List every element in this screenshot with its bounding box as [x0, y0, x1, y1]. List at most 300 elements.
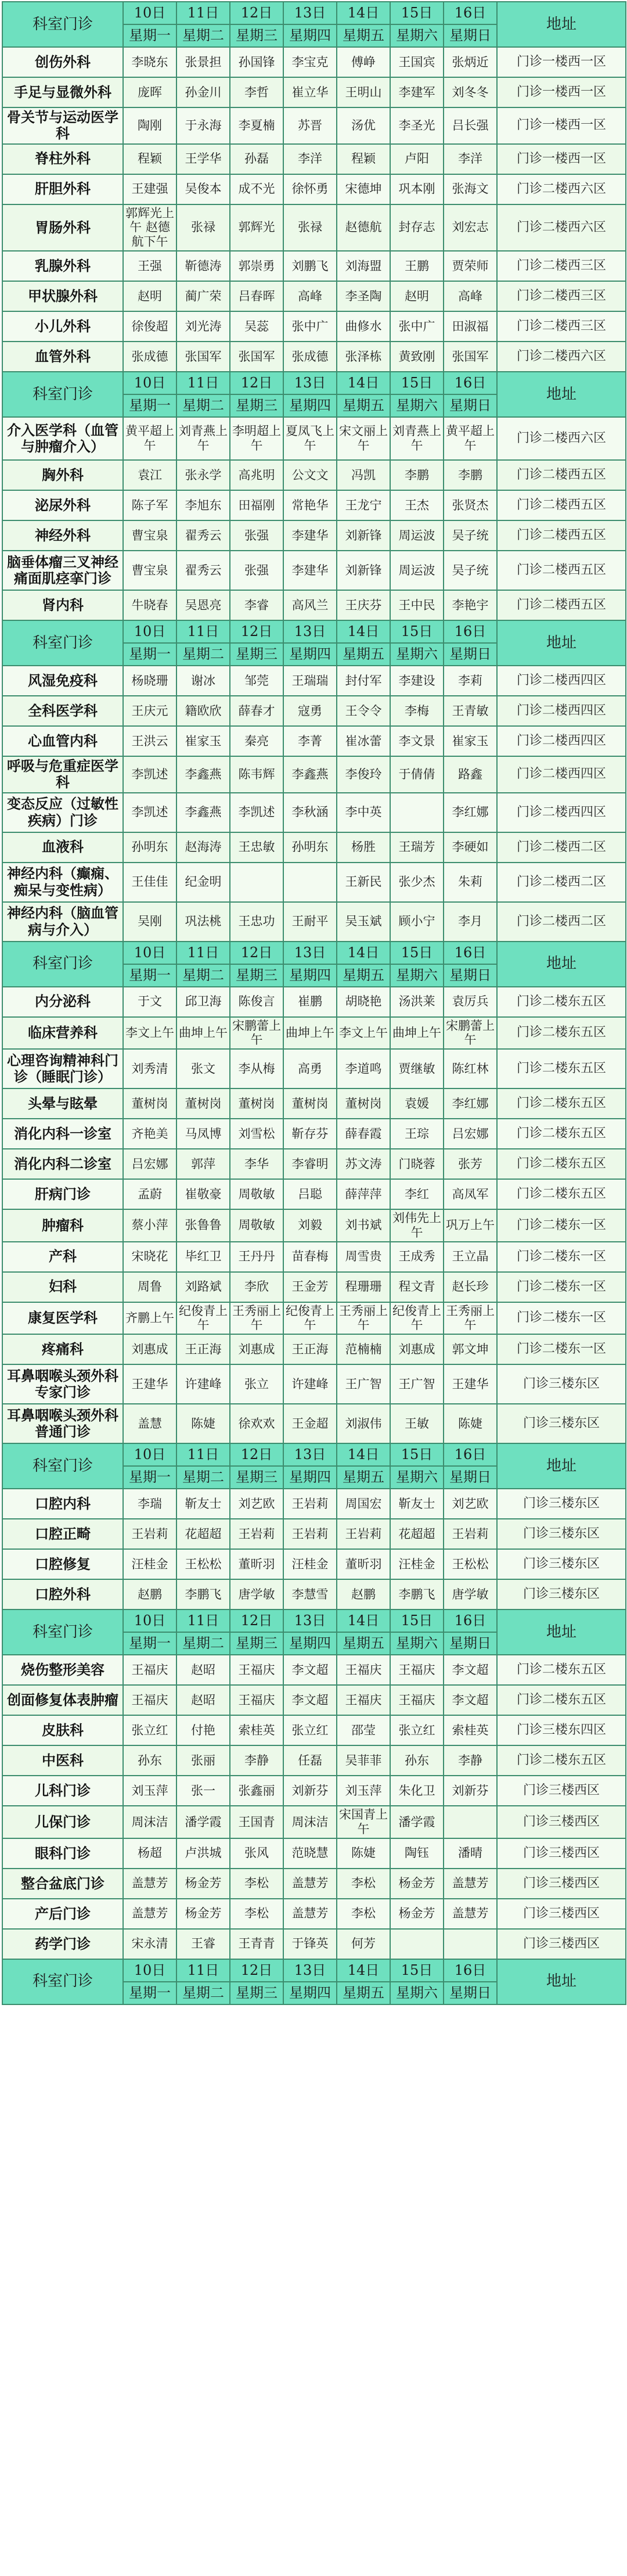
column-title-location: 地址: [497, 2, 626, 47]
location-cell: 门诊二楼西三区: [497, 311, 626, 342]
table-row: [2, 1272, 626, 1302]
table-row: [2, 1334, 626, 1364]
table-row: [2, 1149, 626, 1179]
doctor-cell: 董树岗: [337, 1088, 390, 1119]
doctor-cell: 李明超上午: [230, 417, 283, 460]
column-title-department: 科室门诊: [2, 1443, 123, 1489]
doctor-cell: 赵鹏: [123, 1579, 176, 1609]
doctor-cell: 赵鹏: [337, 1579, 390, 1609]
doctor-cell: 李建华: [283, 520, 337, 551]
department-name: 儿科门诊: [2, 1776, 123, 1806]
doctor-cell: 巩本刚: [390, 174, 444, 204]
doctor-cell: 王福庆: [230, 1655, 283, 1685]
weekday-header-4: 星期四: [283, 1632, 337, 1655]
doctor-cell: 李晓东: [123, 47, 176, 77]
doctor-cell: 盖慧芳: [444, 1869, 497, 1899]
date-header-1: 10日: [123, 2, 176, 24]
date-header-1: 10日: [123, 620, 176, 643]
doctor-cell: 刘新芬: [444, 1776, 497, 1806]
doctor-cell: 齐鹏上午: [123, 1302, 176, 1335]
doctor-cell: 王忠功: [230, 902, 283, 942]
doctor-cell: 盖慧芳: [283, 1869, 337, 1899]
doctor-cell: 袁厉兵: [444, 987, 497, 1017]
doctor-cell: 王琮: [390, 1119, 444, 1149]
table-row: [2, 551, 626, 590]
doctor-cell: 陈韦辉: [230, 756, 283, 793]
location-cell: 门诊二楼东五区: [497, 1088, 626, 1119]
table-row: [2, 902, 626, 942]
date-header-6: 15日: [390, 1443, 444, 1466]
doctor-cell: 高风兰: [283, 590, 337, 620]
doctor-cell: 刘惠成: [230, 1334, 283, 1364]
doctor-cell: 曹宝泉: [123, 551, 176, 590]
department-name: 神经内科（癫痫、痴呆与变性病）: [2, 863, 123, 902]
doctor-cell: 王岩莉: [337, 1519, 390, 1549]
date-header-6: 15日: [390, 1609, 444, 1632]
doctor-cell: 王金超: [283, 1404, 337, 1443]
doctor-cell: 张芳: [444, 1149, 497, 1179]
location-cell: 门诊三楼西区: [497, 1899, 626, 1929]
department-name: 头晕与眩晕: [2, 1088, 123, 1119]
department-name: 血管外科: [2, 342, 123, 372]
doctor-cell: 李月: [444, 902, 497, 942]
department-name: 产后门诊: [2, 1899, 123, 1929]
date-header-1: 10日: [123, 1959, 176, 1982]
doctor-cell: 李圣光: [390, 107, 444, 144]
doctor-cell: 张国军: [444, 342, 497, 372]
doctor-cell: 王福庆: [390, 1655, 444, 1685]
doctor-cell: 郭文坤: [444, 1334, 497, 1364]
doctor-cell: 孙东: [390, 1745, 444, 1776]
location-cell: 门诊二楼东一区: [497, 1272, 626, 1302]
doctor-cell: 蔡小萍: [123, 1209, 176, 1242]
doctor-cell: 靳友士: [176, 1489, 230, 1519]
doctor-cell: 黄平超上午: [444, 417, 497, 460]
column-title-location: 地址: [497, 1959, 626, 2004]
doctor-cell: 杨金芳: [390, 1899, 444, 1929]
column-title-department: 科室门诊: [2, 1609, 123, 1655]
doctor-cell: 刘淑伟: [337, 1404, 390, 1443]
doctor-cell: 李文超: [283, 1655, 337, 1685]
department-name: 胃肠外科: [2, 204, 123, 251]
location-cell: 门诊三楼东区: [497, 1549, 626, 1579]
table-row: [2, 1209, 626, 1242]
doctor-cell: 董树岗: [123, 1088, 176, 1119]
table-row: [2, 1745, 626, 1776]
doctor-cell: 李鑫燕: [283, 756, 337, 793]
doctor-cell: 刘路斌: [176, 1272, 230, 1302]
doctor-cell: 李红: [390, 1179, 444, 1209]
table-row: [2, 174, 626, 204]
doctor-cell: 杨金芳: [390, 1869, 444, 1899]
doctor-cell: 刘伟先上午: [390, 1209, 444, 1242]
doctor-cell: 王国宾: [390, 47, 444, 77]
doctor-cell: 纪俊青上午: [283, 1302, 337, 1335]
date-header-7: 16日: [444, 372, 497, 394]
date-header-2: 11日: [176, 2, 230, 24]
doctor-cell: 刘鹏飞: [283, 251, 337, 281]
table-row: [2, 832, 626, 863]
doctor-cell: 周鲁: [123, 1272, 176, 1302]
doctor-cell: 顾小宁: [390, 902, 444, 942]
date-header-7: 16日: [444, 1959, 497, 1982]
doctor-cell: 王洪云: [123, 726, 176, 756]
doctor-cell: 薛春霞: [337, 1119, 390, 1149]
doctor-cell: 张国军: [176, 342, 230, 372]
doctor-cell: 花超超: [176, 1519, 230, 1549]
doctor-cell: 宋文丽上午: [337, 417, 390, 460]
doctor-cell: 徐欢欢: [230, 1404, 283, 1443]
table-row: [2, 1549, 626, 1579]
doctor-cell: 刘玉萍: [123, 1776, 176, 1806]
date-header-2: 11日: [176, 620, 230, 643]
doctor-cell: 汤洪莱: [390, 987, 444, 1017]
doctor-cell: 刘新芬: [283, 1776, 337, 1806]
table-row: [2, 756, 626, 793]
doctor-cell: 邹莞: [230, 666, 283, 696]
doctor-cell: 吴恩亮: [176, 590, 230, 620]
location-cell: 门诊三楼西区: [497, 1776, 626, 1806]
doctor-cell: 孙东: [123, 1745, 176, 1776]
doctor-cell: 盖慧: [123, 1404, 176, 1443]
doctor-cell: 李鹏: [390, 460, 444, 490]
location-cell: 门诊二楼东五区: [497, 1017, 626, 1050]
doctor-cell: 王新民: [337, 863, 390, 902]
doctor-cell: 吕长强: [444, 107, 497, 144]
doctor-cell: 唐学敏: [444, 1579, 497, 1609]
date-header-6: 15日: [390, 372, 444, 394]
doctor-cell: 王福庆: [390, 1685, 444, 1715]
weekday-header-5: 星期五: [337, 964, 390, 987]
location-cell: 门诊二楼西六区: [497, 417, 626, 460]
doctor-cell: 纪俊青上午: [176, 1302, 230, 1335]
doctor-cell: 宋国青上午: [337, 1806, 390, 1838]
doctor-cell: [390, 793, 444, 832]
schedule-table: [2, 1, 626, 2005]
date-header-4: 13日: [283, 1443, 337, 1466]
doctor-cell: 李鑫燕: [176, 756, 230, 793]
doctor-cell: 张永学: [176, 460, 230, 490]
date-header-1: 10日: [123, 1609, 176, 1632]
doctor-cell: 董昕羽: [230, 1549, 283, 1579]
doctor-cell: 李圣陶: [337, 281, 390, 311]
doctor-cell: 赵海涛: [176, 832, 230, 863]
weekday-header-3: 星期三: [230, 1466, 283, 1489]
weekday-header-5: 星期五: [337, 643, 390, 666]
table-row: [2, 1899, 626, 1929]
table-row: [2, 342, 626, 372]
location-cell: 门诊二楼西二区: [497, 863, 626, 902]
doctor-cell: 王佳佳: [123, 863, 176, 902]
department-name: 临床营养科: [2, 1017, 123, 1050]
date-header-2: 11日: [176, 1609, 230, 1632]
doctor-cell: 李鹏飞: [176, 1579, 230, 1609]
doctor-cell: 李夏楠: [230, 107, 283, 144]
doctor-cell: 潘晴: [444, 1838, 497, 1869]
doctor-cell: 李文景: [390, 726, 444, 756]
table-row: [2, 666, 626, 696]
doctor-cell: 王忠敏: [230, 832, 283, 863]
doctor-cell: 崔敬豪: [176, 1179, 230, 1209]
header-row-dates: [2, 1959, 626, 1982]
weekday-header-7: 星期日: [444, 1982, 497, 2004]
date-header-4: 13日: [283, 1959, 337, 1982]
doctor-cell: 傅峥: [337, 47, 390, 77]
doctor-cell: 刘青燕上午: [176, 417, 230, 460]
doctor-cell: 赵德航: [337, 204, 390, 251]
weekday-header-3: 星期三: [230, 1632, 283, 1655]
table-row: [2, 204, 626, 251]
doctor-cell: 王广智: [337, 1364, 390, 1404]
weekday-header-2: 星期二: [176, 643, 230, 666]
doctor-cell: 王中民: [390, 590, 444, 620]
doctor-cell: 王正海: [176, 1334, 230, 1364]
doctor-cell: 李文超: [444, 1685, 497, 1715]
doctor-cell: 李哲: [230, 77, 283, 107]
doctor-cell: 赵明: [123, 281, 176, 311]
weekday-header-6: 星期六: [390, 394, 444, 417]
header-row-dates: [2, 2, 626, 24]
date-header-3: 12日: [230, 1609, 283, 1632]
department-name: 消化内科二诊室: [2, 1149, 123, 1179]
department-name: 脑垂体瘤三叉神经痛面肌痉挛门诊: [2, 551, 123, 590]
department-name: 心血管内科: [2, 726, 123, 756]
doctor-cell: 刘雪松: [230, 1119, 283, 1149]
table-row: [2, 863, 626, 902]
doctor-cell: 朱莉: [444, 863, 497, 902]
doctor-cell: 王岩莉: [123, 1519, 176, 1549]
doctor-cell: 宋永清: [123, 1929, 176, 1959]
date-header-2: 11日: [176, 372, 230, 394]
doctor-cell: 张成德: [283, 342, 337, 372]
location-cell: 门诊二楼西五区: [497, 520, 626, 551]
location-cell: 门诊二楼西六区: [497, 174, 626, 204]
date-header-1: 10日: [123, 942, 176, 964]
doctor-cell: 李红娜: [444, 793, 497, 832]
doctor-cell: 郭辉光: [230, 204, 283, 251]
date-header-4: 13日: [283, 372, 337, 394]
doctor-cell: 卢洪城: [176, 1838, 230, 1869]
doctor-cell: 靳存芬: [283, 1119, 337, 1149]
department-name: 康复医学科: [2, 1302, 123, 1335]
column-title-department: 科室门诊: [2, 942, 123, 987]
table-row: [2, 490, 626, 520]
doctor-cell: 程颖: [123, 144, 176, 174]
doctor-cell: 寇勇: [283, 696, 337, 726]
doctor-cell: 王建华: [444, 1364, 497, 1404]
doctor-cell: 张文: [176, 1049, 230, 1088]
doctor-cell: 孙国锋: [230, 47, 283, 77]
doctor-cell: 王立晶: [444, 1242, 497, 1272]
doctor-cell: 吴子统: [444, 551, 497, 590]
doctor-cell: 王学华: [176, 144, 230, 174]
doctor-cell: 索桂英: [230, 1715, 283, 1745]
department-name: 小儿外科: [2, 311, 123, 342]
doctor-cell: 宋鹏蕾上午: [230, 1017, 283, 1050]
weekday-header-7: 星期日: [444, 1632, 497, 1655]
department-name: 手足与显微外科: [2, 77, 123, 107]
location-cell: 门诊三楼西区: [497, 1929, 626, 1959]
weekday-header-4: 星期四: [283, 1982, 337, 2004]
department-name: 变态反应（过敏性疾病）门诊: [2, 793, 123, 832]
doctor-cell: 李艳宇: [444, 590, 497, 620]
doctor-cell: [390, 1929, 444, 1959]
column-title-location: 地址: [497, 372, 626, 417]
column-title-department: 科室门诊: [2, 1959, 123, 2004]
date-header-7: 16日: [444, 620, 497, 643]
weekday-header-6: 星期六: [390, 1466, 444, 1489]
doctor-cell: 周运波: [390, 551, 444, 590]
doctor-cell: 盖慧芳: [123, 1869, 176, 1899]
date-header-3: 12日: [230, 1959, 283, 1982]
doctor-cell: 李松: [230, 1899, 283, 1929]
doctor-cell: 李莉: [444, 666, 497, 696]
doctor-cell: 张强: [230, 520, 283, 551]
doctor-cell: 汤优: [337, 107, 390, 144]
date-header-7: 16日: [444, 2, 497, 24]
doctor-cell: 张泽栋: [337, 342, 390, 372]
location-cell: 门诊三楼东四区: [497, 1715, 626, 1745]
department-name: 疼痛科: [2, 1334, 123, 1364]
date-header-4: 13日: [283, 2, 337, 24]
doctor-cell: 李硬如: [444, 832, 497, 863]
doctor-cell: 赵长珍: [444, 1272, 497, 1302]
weekday-header-1: 星期一: [123, 643, 176, 666]
doctor-cell: 卢阳: [390, 144, 444, 174]
doctor-cell: 许建峰: [176, 1364, 230, 1404]
department-name: 药学门诊: [2, 1929, 123, 1959]
weekday-header-2: 星期二: [176, 1466, 230, 1489]
doctor-cell: 谢冰: [176, 666, 230, 696]
doctor-cell: 苏晋: [283, 107, 337, 144]
weekday-header-2: 星期二: [176, 1982, 230, 2004]
table-row: [2, 251, 626, 281]
weekday-header-6: 星期六: [390, 643, 444, 666]
doctor-cell: 高峰: [444, 281, 497, 311]
column-title-department: 科室门诊: [2, 620, 123, 666]
weekday-header-2: 星期二: [176, 964, 230, 987]
doctor-cell: 王秀丽上午: [230, 1302, 283, 1335]
doctor-cell: 王国青: [230, 1806, 283, 1838]
doctor-cell: 赵昭: [176, 1685, 230, 1715]
doctor-cell: 吕聪: [283, 1179, 337, 1209]
doctor-cell: 李静: [444, 1745, 497, 1776]
doctor-cell: 贾荣师: [444, 251, 497, 281]
location-cell: 门诊二楼东五区: [497, 1179, 626, 1209]
weekday-header-6: 星期六: [390, 1632, 444, 1655]
weekday-header-3: 星期三: [230, 394, 283, 417]
location-cell: 门诊二楼西三区: [497, 281, 626, 311]
doctor-cell: 刘新锋: [337, 551, 390, 590]
doctor-cell: 王秀丽上午: [337, 1302, 390, 1335]
doctor-cell: 李鹏飞: [390, 1579, 444, 1609]
doctor-cell: 李文上午: [123, 1017, 176, 1050]
department-name: 泌尿外科: [2, 490, 123, 520]
doctor-cell: 曹宝泉: [123, 520, 176, 551]
weekday-header-5: 星期五: [337, 394, 390, 417]
location-cell: 门诊三楼东区: [497, 1489, 626, 1519]
date-header-5: 14日: [337, 2, 390, 24]
doctor-cell: 王福庆: [230, 1685, 283, 1715]
location-cell: 门诊二楼西三区: [497, 251, 626, 281]
department-name: 肿瘤科: [2, 1209, 123, 1242]
doctor-cell: 刘玉萍: [337, 1776, 390, 1806]
table-row: [2, 726, 626, 756]
doctor-cell: 李松: [230, 1869, 283, 1899]
department-name: 乳腺外科: [2, 251, 123, 281]
date-header-2: 11日: [176, 942, 230, 964]
doctor-cell: 李洋: [444, 144, 497, 174]
weekday-header-6: 星期六: [390, 24, 444, 47]
column-title-location: 地址: [497, 620, 626, 666]
doctor-cell: 刘惠成: [390, 1334, 444, 1364]
doctor-cell: 王瑞芳: [390, 832, 444, 863]
doctor-cell: 张少杰: [390, 863, 444, 902]
location-cell: 门诊二楼东五区: [497, 1655, 626, 1685]
doctor-cell: 王松松: [444, 1549, 497, 1579]
doctor-cell: 吴菲菲: [337, 1745, 390, 1776]
department-name: 血液科: [2, 832, 123, 863]
doctor-cell: 李建设: [390, 666, 444, 696]
doctor-cell: 张丽: [176, 1745, 230, 1776]
department-name: 肝病门诊: [2, 1179, 123, 1209]
doctor-cell: [283, 863, 337, 902]
doctor-cell: 张鑫丽: [230, 1776, 283, 1806]
doctor-cell: 许建峰: [283, 1364, 337, 1404]
doctor-cell: [444, 1929, 497, 1959]
doctor-cell: 吴子统: [444, 520, 497, 551]
doctor-cell: 周敬敏: [230, 1209, 283, 1242]
location-cell: 门诊三楼西区: [497, 1838, 626, 1869]
doctor-cell: 程颖: [337, 144, 390, 174]
doctor-cell: 袁媛: [390, 1088, 444, 1119]
schedule-body: [2, 2, 626, 2004]
table-row: [2, 520, 626, 551]
column-title-location: 地址: [497, 1443, 626, 1489]
weekday-header-4: 星期四: [283, 24, 337, 47]
doctor-cell: 王岩莉: [283, 1519, 337, 1549]
department-name: 皮肤科: [2, 1715, 123, 1745]
doctor-cell: 李从梅: [230, 1049, 283, 1088]
doctor-cell: 刘宏志: [444, 204, 497, 251]
weekday-header-3: 星期三: [230, 964, 283, 987]
doctor-cell: 崔家玉: [444, 726, 497, 756]
doctor-cell: 孙明东: [123, 832, 176, 863]
doctor-cell: 路鑫: [444, 756, 497, 793]
doctor-cell: 刘毅: [283, 1209, 337, 1242]
doctor-cell: 张禄: [283, 204, 337, 251]
doctor-cell: 汪桂金: [123, 1549, 176, 1579]
doctor-cell: 曲修水: [337, 311, 390, 342]
department-name: 儿保门诊: [2, 1806, 123, 1838]
doctor-cell: 陈俊言: [230, 987, 283, 1017]
location-cell: 门诊二楼东五区: [497, 1049, 626, 1088]
doctor-cell: 李建华: [283, 551, 337, 590]
doctor-cell: 夏凤飞上午: [283, 417, 337, 460]
doctor-cell: 李凯述: [123, 756, 176, 793]
doctor-cell: 张立红: [283, 1715, 337, 1745]
doctor-cell: 纪俊青上午: [390, 1302, 444, 1335]
header-row-dates: [2, 942, 626, 964]
doctor-cell: 王强: [123, 251, 176, 281]
doctor-cell: 王杰: [390, 490, 444, 520]
doctor-cell: 赵明: [390, 281, 444, 311]
department-name: 心理咨询精神科门诊（睡眠门诊）: [2, 1049, 123, 1088]
department-name: 整合盆底门诊: [2, 1869, 123, 1899]
doctor-cell: 王敏: [390, 1404, 444, 1443]
weekday-header-4: 星期四: [283, 394, 337, 417]
table-row: [2, 1776, 626, 1806]
